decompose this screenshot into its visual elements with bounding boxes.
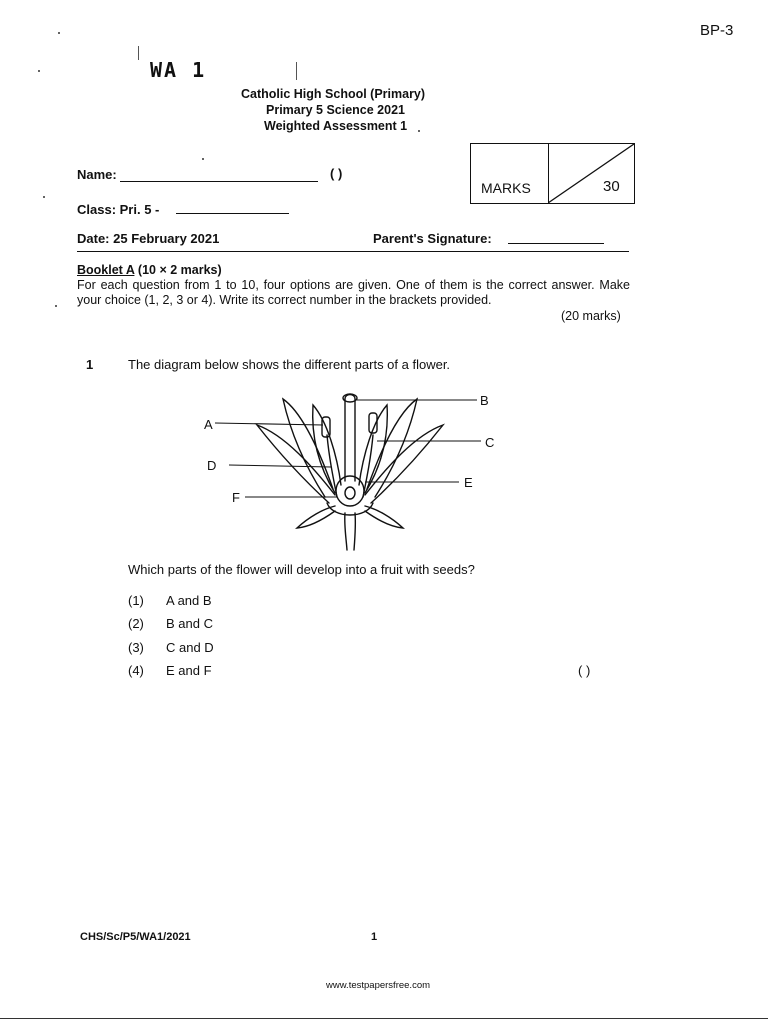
page-corner-code: BP-3 <box>700 22 734 39</box>
scan-speck <box>55 305 57 307</box>
page-bottom-edge <box>0 1018 768 1019</box>
class-label: Class: Pri. 5 - <box>77 202 160 217</box>
question-number: 1 <box>86 357 94 372</box>
option-text: A and B <box>166 593 212 608</box>
date-label: Date: 25 February 2021 <box>77 231 220 246</box>
parent-signature-label: Parent's Signature: <box>373 231 492 246</box>
option-text: C and D <box>166 640 214 655</box>
name-field[interactable] <box>120 181 318 182</box>
subject-title: Primary 5 Science 2021 <box>266 103 405 117</box>
marks-box <box>470 143 635 204</box>
flower-petal <box>313 405 341 493</box>
handwritten-title: WA 1 <box>150 58 207 82</box>
flower-ovule <box>345 487 355 499</box>
booklet-total-marks: (20 marks) <box>561 309 621 323</box>
option-number: (3) <box>128 640 144 655</box>
scan-speck <box>418 130 420 132</box>
assessment-title: Weighted Assessment 1 <box>264 119 408 133</box>
diagram-label-a: A <box>204 417 213 432</box>
option-3[interactable] <box>128 640 214 655</box>
scan-speck <box>38 70 40 72</box>
flower-stalk <box>354 513 355 550</box>
booklet-heading <box>77 263 222 277</box>
option-number: (2) <box>128 616 144 631</box>
school-name: Catholic High School (Primary) <box>241 87 426 101</box>
flower-style <box>345 395 355 482</box>
option-1[interactable] <box>128 593 212 608</box>
name-label: Name: <box>77 167 117 182</box>
footer-website: www.testpapersfree.com <box>326 980 431 991</box>
footer-code: CHS/Sc/P5/WA1/2021 <box>80 931 191 943</box>
footer-page-number: 1 <box>371 931 378 943</box>
option-number: (4) <box>128 663 144 678</box>
flower-receptacle <box>327 503 373 515</box>
option-number: (1) <box>128 593 144 608</box>
answer-brackets[interactable]: ( ) <box>578 663 591 678</box>
scan-speck <box>43 196 45 198</box>
margin-tick <box>296 62 298 80</box>
diagram-label-b: B <box>480 393 489 408</box>
option-4[interactable] <box>128 663 212 678</box>
header-divider <box>77 251 629 252</box>
option-text: E and F <box>166 663 212 678</box>
diagram-label-d: D <box>207 458 217 473</box>
class-field[interactable] <box>176 213 289 214</box>
scan-speck <box>58 32 60 34</box>
scan-speck <box>202 158 204 160</box>
flower-sepal <box>365 506 403 528</box>
margin-tick <box>138 46 140 60</box>
label-line-a <box>215 423 323 425</box>
marks-box-diagonal <box>548 144 634 203</box>
register-number-brackets[interactable]: ( ) <box>330 166 343 181</box>
option-2[interactable] <box>128 616 213 631</box>
booklet-title: Booklet A <box>77 263 135 277</box>
option-text: B and C <box>166 616 213 631</box>
flower-diagram <box>195 385 505 555</box>
booklet-instructions: For each question from 1 to 10, four options are given. One of them is the correct answer. Make your choice (1, 2, 3 or 4). Write its correct number in the brackets provided. <box>77 278 630 307</box>
flower-stalk <box>345 513 347 550</box>
marks-label: MARKS <box>481 180 531 196</box>
flower-petal <box>359 405 387 493</box>
diagram-label-f: F <box>232 490 240 505</box>
booklet-marks-note: (10 × 2 marks) <box>137 263 222 277</box>
flower-sepal <box>297 506 335 528</box>
diagram-label-c: C <box>485 435 495 450</box>
diagram-label-e: E <box>464 475 473 490</box>
flower-ovary <box>336 476 364 506</box>
parent-signature-field[interactable] <box>508 243 604 244</box>
question-stem: The diagram below shows the different parts of a flower. <box>128 357 451 372</box>
label-line-d <box>229 465 331 467</box>
marks-total: 30 <box>603 178 620 195</box>
question-prompt: Which parts of the flower will develop into a fruit with seeds? <box>128 562 475 577</box>
